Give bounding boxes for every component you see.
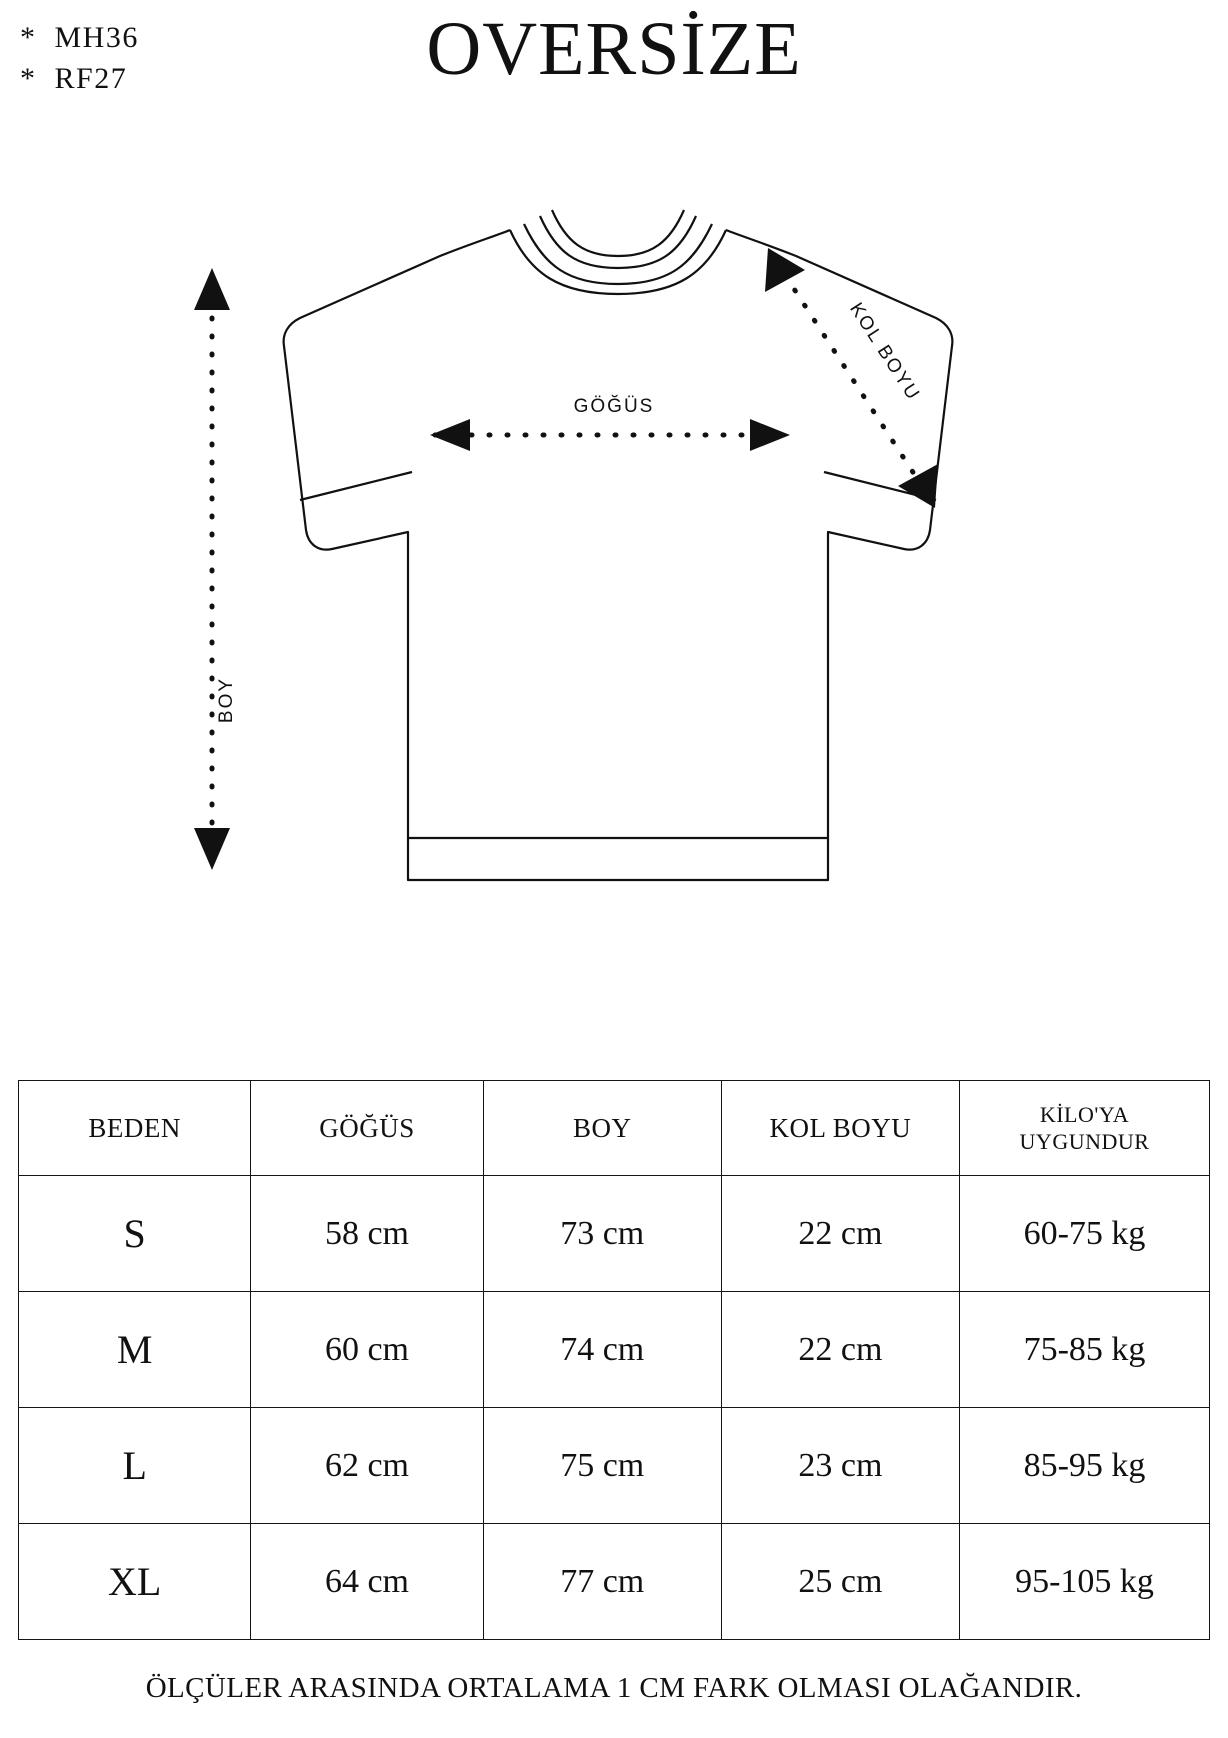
length-measure-arrow	[194, 268, 230, 870]
header-beden: BEDEN	[19, 1081, 251, 1176]
footnote-text: ÖLÇÜLER ARASINDA ORTALAMA 1 CM FARK OLMASI OLAĞANDIR.	[145, 1672, 1083, 1704]
cell-beden: L	[19, 1408, 251, 1524]
table-header-row	[19, 1081, 1210, 1176]
cell-boy: 77 cm	[483, 1524, 721, 1640]
cell-boy: 73 cm	[483, 1176, 721, 1292]
header-kilo-line1: KİLO'YA	[1039, 1101, 1130, 1127]
table-row	[19, 1408, 1210, 1524]
chest-measure-arrow	[430, 419, 790, 451]
sleeve-label: KOL BOYU	[845, 299, 925, 405]
cell-kol: 22 cm	[721, 1176, 959, 1292]
header-kol-boyu: KOL BOYU	[721, 1081, 959, 1176]
header-kilo	[960, 1081, 1210, 1176]
table-row	[19, 1292, 1210, 1408]
cell-gogus: 64 cm	[251, 1524, 483, 1640]
cell-kol: 25 cm	[721, 1524, 959, 1640]
tshirt-diagram	[0, 170, 1228, 960]
cell-beden: S	[19, 1176, 251, 1292]
size-chart-table	[18, 1080, 1210, 1640]
cell-kilo: 85-95 kg	[960, 1408, 1210, 1524]
cell-kol: 23 cm	[721, 1408, 959, 1524]
chest-label: GÖĞÜS	[573, 396, 655, 417]
header-gogus: GÖĞÜS	[251, 1081, 483, 1176]
cell-kilo: 95-105 kg	[960, 1524, 1210, 1640]
cell-boy: 74 cm	[483, 1292, 721, 1408]
page-title: OVERSİZE	[426, 7, 802, 91]
cell-boy: 75 cm	[483, 1408, 721, 1524]
length-label: BOY	[216, 676, 237, 724]
cell-kilo: 75-85 kg	[960, 1292, 1210, 1408]
cell-beden: M	[19, 1292, 251, 1408]
product-code-1: * MH36	[20, 21, 139, 54]
cell-gogus: 60 cm	[251, 1292, 483, 1408]
cell-kol: 22 cm	[721, 1292, 959, 1408]
table-row	[19, 1176, 1210, 1292]
header-kilo-line2: UYGUNDUR	[1019, 1129, 1150, 1154]
table-row	[19, 1524, 1210, 1640]
header-boy: BOY	[483, 1081, 721, 1176]
cell-gogus: 62 cm	[251, 1408, 483, 1524]
cell-kilo: 60-75 kg	[960, 1176, 1210, 1292]
cell-gogus: 58 cm	[251, 1176, 483, 1292]
product-code-2: * RF27	[20, 61, 128, 95]
cell-beden: XL	[19, 1524, 251, 1640]
